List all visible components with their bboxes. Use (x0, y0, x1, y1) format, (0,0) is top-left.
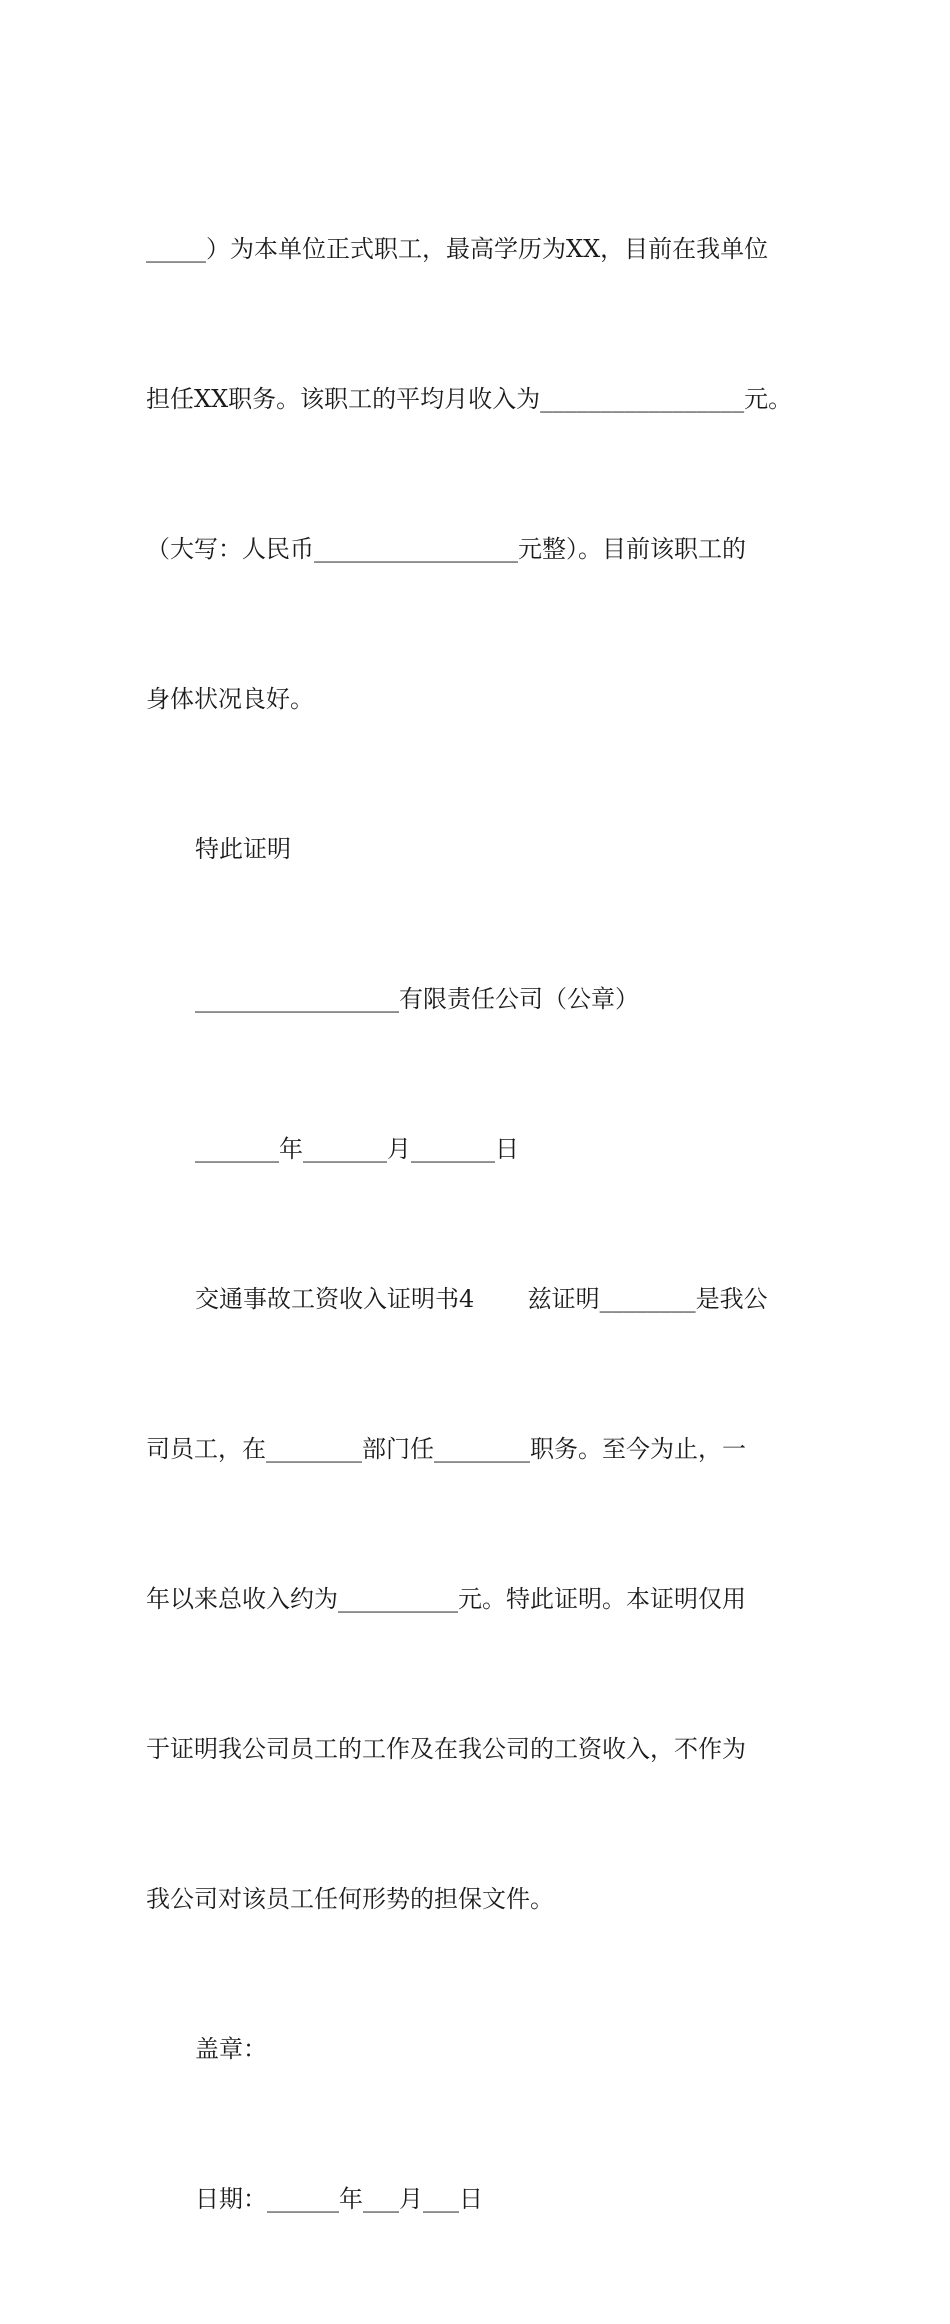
seal-label: 盖章： (195, 2035, 267, 2063)
paragraph-2-line-3: 年以来总收入约为__________元。特此证明。本证明仅用 (146, 1585, 746, 1613)
paragraph-1-line-2: 担任XX职务。该职工的平均月收入为_________________元。 (146, 385, 793, 413)
document-body (146, 124, 816, 2324)
date-line-1: _______年_______月_______日 (195, 1135, 519, 1163)
paragraph-2-line-1: 交通事故工资收入证明书4 兹证明________是我公 (195, 1285, 768, 1313)
paragraph-2-line-5: 我公司对该员工任何形势的担保文件。 (146, 1885, 554, 1913)
paragraph-1-line-3: （大写：人民币_________________元整）。目前该职工的 (146, 535, 746, 563)
date-line-2: 日期：______年___月___日 (195, 2185, 483, 2213)
paragraph-2-line-2: 司员工，在________部门任________职务。至今为止，一 (146, 1435, 746, 1463)
closing-statement: 特此证明 (195, 835, 291, 863)
paragraph-1-line-4: 身体状况良好。 (146, 685, 314, 713)
paragraph-1-line-1: _____）为本单位正式职工，最高学历为XX，目前在我单位 (146, 235, 769, 263)
paragraph-2-line-4: 于证明我公司员工的工作及在我公司的工资收入，不作为 (146, 1735, 746, 1763)
company-seal-line: _________________有限责任公司（公章） (195, 985, 639, 1013)
